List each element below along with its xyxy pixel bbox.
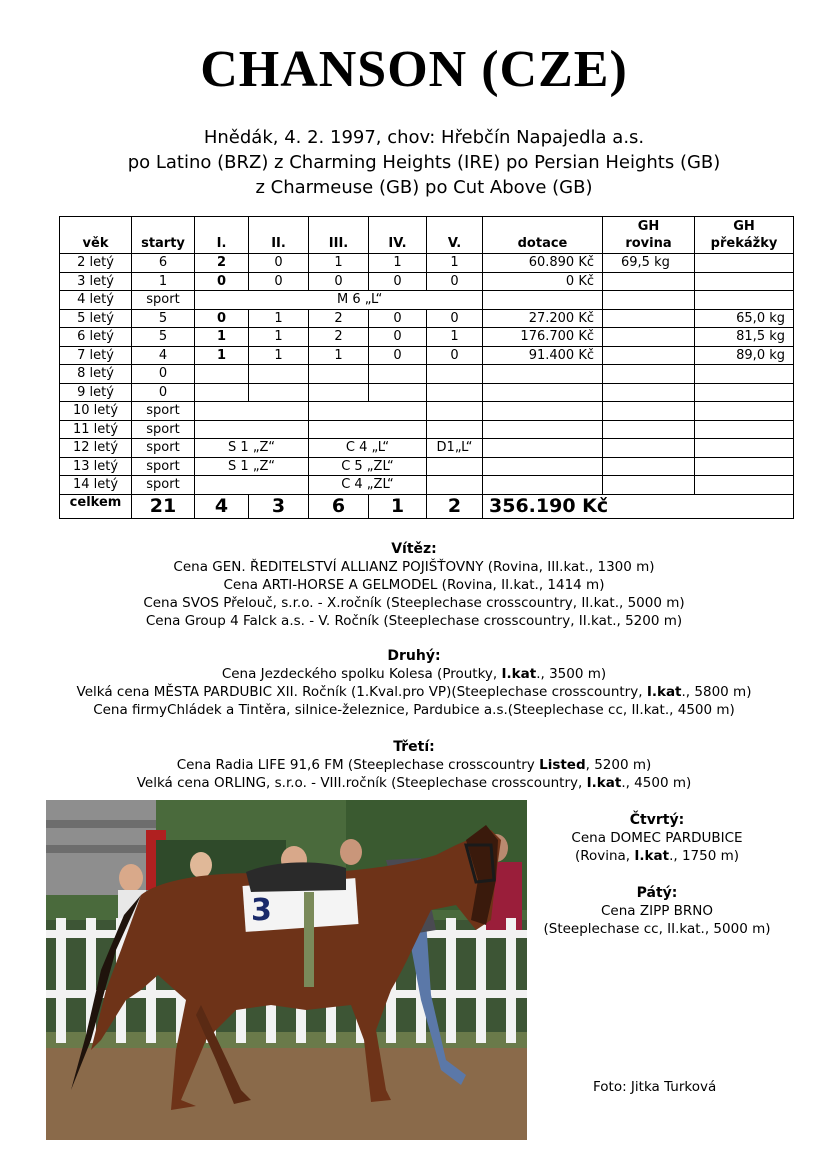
fourth-heading: Čtvrtý: xyxy=(629,812,685,828)
header-place-1: I. xyxy=(195,217,249,254)
header-place-5: V. xyxy=(427,217,483,254)
header-gh-flat: GH rovina xyxy=(603,217,695,254)
header-starts: starty xyxy=(132,217,195,254)
list-item: Cena Jezdeckého spolku Kolesa (Proutky, I.kat., 3500 m) xyxy=(221,666,607,682)
table-row: 10 letý sport xyxy=(60,402,794,421)
photo-credit: Foto: Jitka Turková xyxy=(593,1079,717,1095)
header-gh-jump: GH překážky xyxy=(695,217,794,254)
list-item: Velká cena ORLING, s.r.o. - VIII.ročník (Steeplechase crosscountry, I.kat., 4500 m) xyxy=(136,775,692,791)
header-place-3: III. xyxy=(309,217,369,254)
table-row: 6 letý 5 1 1 2 0 1 176.700 Kč 81,5 kg xyxy=(60,328,794,347)
table-row: 12 letý sport S 1 „Z“ C 4 „L“ D1„L“ xyxy=(60,439,794,458)
third-section xyxy=(0,738,828,792)
second-heading: Druhý: xyxy=(387,648,441,664)
table-row: 7 letý 4 1 1 1 0 0 91.400 Kč 89,0 kg xyxy=(60,346,794,365)
horse-photo xyxy=(46,800,527,1140)
fifth-heading: Pátý: xyxy=(636,885,678,901)
fourth-section xyxy=(527,811,787,865)
table-row: 5 letý 5 0 1 2 0 0 27.200 Kč 65,0 kg xyxy=(60,309,794,328)
header-prize: dotace xyxy=(483,217,603,254)
table-row: 14 letý sport C 4 „ZL“ xyxy=(60,476,794,495)
list-item: Cena firmyChládek a Tintěra, silnice-železnice, Pardubice a.s.(Steeplechase cc, II.kat., 4500 m) xyxy=(93,702,735,718)
list-item: Cena ZIPP BRNO xyxy=(600,903,714,919)
header-age: věk xyxy=(60,217,132,254)
list-item: Cena DOMEC PARDUBICE xyxy=(571,830,743,846)
second-section xyxy=(0,647,828,719)
list-item: Velká cena MĚSTA PARDUBIC XII. Ročník (1.Kval.pro VP)(Steeplechase crosscountry, I.kat., 5800 m) xyxy=(76,684,752,700)
list-item: (Steeplechase cc, II.kat., 5000 m) xyxy=(543,921,771,937)
list-item: Cena GEN. ŘEDITELSTVÍ ALLIANZ POJIŠŤOVNY (Rovina, III.kat., 1300 m) xyxy=(173,559,655,575)
table-total-row: celkem 21 4 3 6 1 2 356.190 Kč xyxy=(60,494,794,518)
table-row: 3 letý 1 0 0 0 0 0 0 Kč xyxy=(60,272,794,291)
header-place-2: II. xyxy=(249,217,309,254)
table-row: 2 letý 6 2 0 1 1 1 60.890 Kč 69,5 kg xyxy=(60,254,794,273)
list-item: Cena Radia LIFE 91,6 FM (Steeplechase crosscountry Listed, 5200 m) xyxy=(176,757,652,773)
pedigree-line-1: Hnědák, 4. 2. 1997, chov: Hřebčín Napajedla a.s. xyxy=(203,127,645,148)
list-item: Cena SVOS Přelouč, s.r.o. - X.ročník (Steeplechase crosscountry, II.kat., 5000 m) xyxy=(143,595,685,611)
table-row: 4 letý sport M 6 „L“ xyxy=(60,291,794,310)
pedigree-line-3: z Charmeuse (GB) po Cut Above (GB) xyxy=(255,177,593,198)
page-title: CHANSON (CZE) xyxy=(200,41,628,98)
table-row: 8 letý 0 xyxy=(60,365,794,384)
saddle-number: 3 xyxy=(251,893,272,928)
list-item: Cena Group 4 Falck a.s. - V. Ročník (Steeplechase crosscountry, II.kat., 5200 m) xyxy=(145,613,683,629)
list-item: (Rovina, I.kat., 1750 m) xyxy=(574,848,740,864)
pedigree-line-2: po Latino (BRZ) z Charming Heights (IRE) po Persian Heights (GB) xyxy=(127,152,721,173)
table-row: 9 letý 0 xyxy=(60,383,794,402)
table-header-row xyxy=(60,217,794,254)
table-row: 13 letý sport S 1 „Z“ C 5 „ZL“ xyxy=(60,457,794,476)
list-item: Cena ARTI-HORSE A GELMODEL (Rovina, II.kat., 1414 m) xyxy=(223,577,605,593)
career-stats-table xyxy=(59,216,794,519)
winner-section xyxy=(0,540,828,630)
fifth-section xyxy=(527,884,787,938)
third-heading: Třetí: xyxy=(393,739,435,755)
pedigree-info xyxy=(0,125,828,200)
header-place-4: IV. xyxy=(369,217,427,254)
winner-heading: Vítěz: xyxy=(391,541,437,557)
table-row: 11 letý sport xyxy=(60,420,794,439)
